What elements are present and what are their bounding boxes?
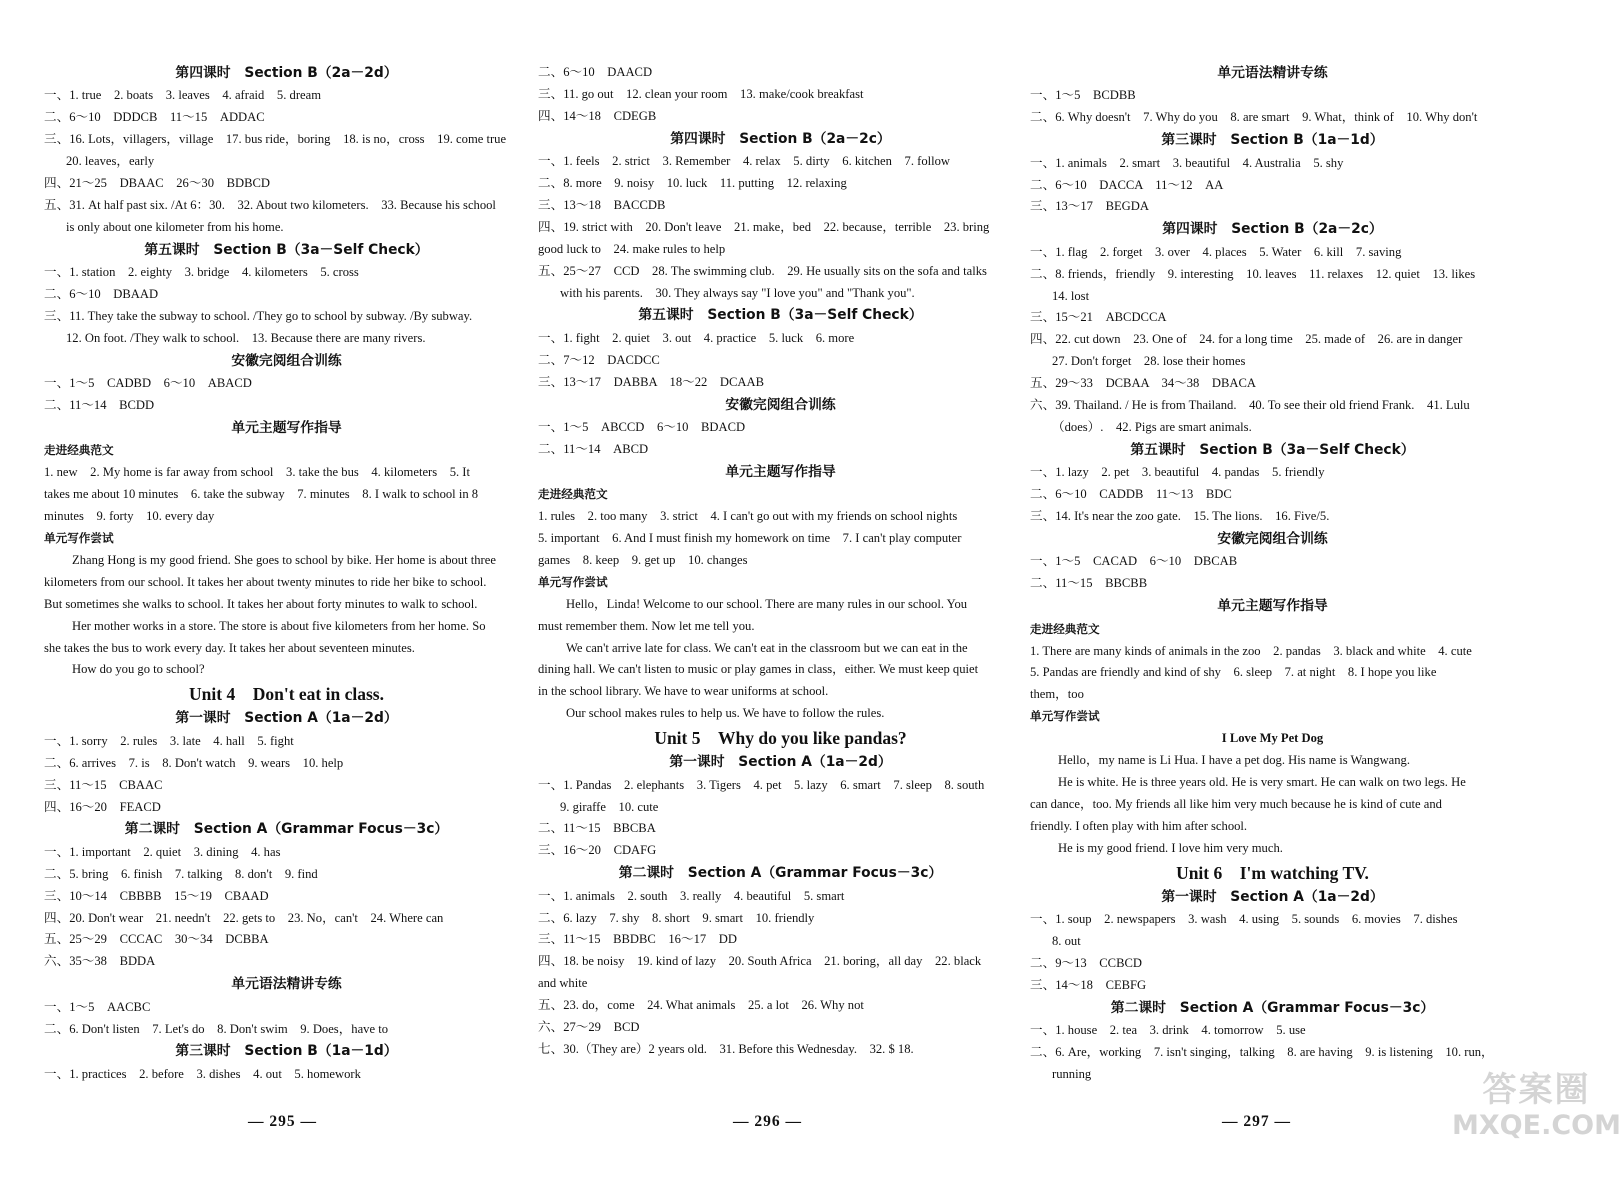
- answer-line: 一、1. Pandas 2. elephants 3. Tigers 4. pet 5. lazy 6. smart 7. sleep 8. south: [538, 777, 985, 792]
- answer-line: 四、20. Don't wear 21. needn't 22. gets to 23. No，can't 24. Where can: [44, 910, 444, 925]
- unit-heading: Unit 6 I'm watching TV.: [1176, 862, 1369, 883]
- section-heading: 单元主题写作指导: [1217, 598, 1328, 615]
- subsection-label: 单元写作尝试: [538, 574, 608, 589]
- answer-line: 一、1. feels 2. strict 3. Remember 4. relax 5. dirty 6. kitchen 7. follow: [538, 154, 951, 169]
- answer-line: takes me about 10 minutes 6. take the subway 7. minutes 8. I walk to school in 8: [44, 487, 479, 502]
- answer-line: 三、10～14 CBBBB 15～19 CBAAD: [44, 888, 269, 903]
- answer-line: 一、1. fight 2. quiet 3. out 4. practice 5. luck 6. more: [538, 330, 855, 345]
- answer-line: 5. Pandas are friendly and kind of shy 6. sleep 7. at night 8. I hope you like: [1030, 665, 1437, 680]
- answer-line: 二、6～10 DDDCB 11～15 ADDAC: [44, 110, 265, 125]
- answer-line: 一、1. house 2. tea 3. drink 4. tomorrow 5. use: [1030, 1023, 1306, 1038]
- essay-paragraph-line: How do you go to school?: [72, 662, 205, 677]
- essay-paragraph-line: We can't arrive late for class. We can't eat in the classroom but we can eat in the: [566, 640, 968, 655]
- answer-line-continued: with his parents. 30. They always say "I love you" and "Thank you".: [560, 285, 915, 300]
- section-heading: 安徽完阅组合训练: [231, 352, 342, 369]
- answer-line: 五、25～29 CCCAC 30～34 DCBBA: [44, 932, 269, 947]
- section-heading: 单元语法精讲专练: [231, 976, 342, 993]
- answer-line-continued: 12. On foot. /They walk to school. 13. Because there are many rivers.: [66, 330, 426, 345]
- answer-line: 二、9～13 CCBCD: [1030, 955, 1142, 970]
- subsection-label: 单元写作尝试: [1030, 709, 1100, 724]
- answer-line: 三、16. Lots，villagers，village 17. bus ride，boring 18. is no，cross 19. come true: [44, 132, 507, 147]
- answer-line: games 8. keep 9. get up 10. changes: [538, 552, 748, 567]
- answer-line: minutes 9. forty 10. every day: [44, 509, 215, 524]
- essay-paragraph-line: He is my good friend. I love him very much.: [1058, 840, 1283, 855]
- answer-line: 二、6. lazy 7. shy 8. short 9. smart 10. friendly: [538, 910, 815, 925]
- answer-line: 二、7～12 DACDCC: [538, 352, 660, 367]
- section-heading: 第一课时 Section A（1a－2d）: [1161, 888, 1384, 905]
- essay-paragraph-line: He is white. He is three years old. He is very smart. He can walk on two legs. He: [1058, 775, 1466, 789]
- answer-line: in the school library. We have to wear uniforms at school.: [538, 684, 829, 699]
- answer-line: 三、11. go out 12. clean your room 13. make/cook breakfast: [538, 86, 864, 101]
- answer-line: 三、11～15 CBAAC: [44, 777, 163, 792]
- answer-line: 一、1. sorry 2. rules 3. late 4. hall 5. fight: [44, 733, 294, 748]
- page-number-297: — 297 —: [1222, 1113, 1291, 1130]
- answer-line: 二、8. friends，friendly 9. interesting 10. leaves 11. relaxes 12. quiet 13. likes: [1030, 266, 1476, 281]
- answer-line-continued: 14. lost: [1052, 288, 1090, 303]
- answer-line: 六、27～29 BCD: [538, 1020, 640, 1035]
- answer-line: 二、6. Why doesn't 7. Why do you 8. are smart 9. What，think of 10. Why don't: [1030, 110, 1478, 125]
- section-heading: 第五课时 Section B（3a－Self Check）: [1130, 441, 1415, 458]
- subsection-label: 走进经典范文: [44, 443, 114, 458]
- answer-line: 一、1. important 2. quiet 3. dining 4. has: [44, 844, 281, 859]
- answer-line: 三、14. It's near the zoo gate. 15. The lions. 16. Five/5.: [1030, 509, 1330, 524]
- answer-line: But sometimes she walks to school. It takes her about forty minutes to walk to school.: [44, 596, 478, 611]
- answer-line: 一、1～5 CADBD 6～10 ABACD: [44, 376, 252, 391]
- section-heading: 单元主题写作指导: [725, 463, 836, 480]
- answer-line: 二、6～10 DAACD: [538, 65, 653, 79]
- section-heading: 安徽完阅组合训练: [725, 396, 836, 413]
- answer-line: 五、31. At half past six. /At 6：30. 32. About two kilometers. 33. Because his school: [44, 197, 496, 212]
- answer-line: 一、1～5 AACBC: [44, 999, 151, 1014]
- answer-line: 六、39. Thailand. / He is from Thailand. 40. To see their old friend Frank. 41. Lulu: [1030, 398, 1470, 413]
- answer-line: 一、1. practices 2. before 3. dishes 4. out 5. homework: [44, 1066, 361, 1081]
- answer-line: 二、8. more 9. noisy 10. luck 11. putting 12. relaxing: [538, 176, 847, 191]
- answer-line: can dance，too. My friends all like him very much because he is kind of cute and: [1030, 796, 1442, 811]
- essay-paragraph-line: Hello，my name is Li Hua. I have a pet dog. His name is Wangwang.: [1058, 753, 1410, 768]
- answer-line: 五、29～33 DCBAA 34～38 DBACA: [1030, 376, 1257, 391]
- answer-line: 四、16～20 FEACD: [44, 799, 161, 814]
- answer-line: 二、11～14 BCDD: [44, 398, 155, 413]
- answer-line-continued: 8. out: [1052, 933, 1081, 948]
- answer-line: 四、22. cut down 23. One of 24. for a long time 25. made of 26. are in danger: [1030, 332, 1463, 347]
- section-heading: 第四课时 Section B（2a－2c）: [670, 130, 891, 147]
- answer-line: 二、5. bring 6. finish 7. talking 8. don't 9. find: [44, 866, 318, 881]
- section-heading: 第二课时 Section A（Grammar Focus－3c）: [618, 865, 943, 882]
- answer-line: 三、13～17 DABBA 18～22 DCAAB: [538, 374, 765, 389]
- section-heading: 单元语法精讲专练: [1217, 65, 1328, 81]
- section-heading: 第一课时 Section A（1a－2d）: [175, 710, 398, 727]
- answer-line: 二、6. arrives 7. is 8. Don't watch 9. wears 10. help: [44, 755, 344, 770]
- answer-line: 二、11～14 ABCD: [538, 441, 649, 456]
- answer-line: 一、1～5 ABCCD 6～10 BDACD: [538, 420, 746, 434]
- answer-line-continued: 9. giraffe 10. cute: [560, 799, 659, 814]
- subsection-label: 走进经典范文: [1030, 621, 1100, 636]
- answer-line-continued: 27. Don't forget 28. lose their homes: [1052, 354, 1246, 369]
- answer-line: 二、11～15 BBCBA: [538, 821, 656, 836]
- essay-paragraph-line: Zhang Hong is my good friend. She goes to school by bike. Her home is about three: [72, 552, 496, 567]
- answer-column-1: [44, 62, 529, 1086]
- answer-line: kilometers from our school. It takes her about twenty minutes to ride her bike to school.: [44, 574, 487, 589]
- answer-line: 三、11～15 BBDBC 16～17 DD: [538, 932, 737, 947]
- section-heading: 第二课时 Section A（Grammar Focus－3c）: [124, 821, 449, 838]
- answer-line: 一、1. animals 2. south 3. really 4. beautiful 5. smart: [538, 888, 845, 903]
- essay-paragraph-line: Her mother works in a store. The store is about five kilometers from her home. So: [72, 618, 486, 633]
- section-heading: 第四课时 Section B（2a－2d）: [175, 65, 398, 81]
- watermark-url: MXQE.COM: [1452, 1110, 1621, 1141]
- answer-line: must remember them. Now let me tell you.: [538, 618, 755, 633]
- answer-line: 一、1. lazy 2. pet 3. beautiful 4. pandas 5. friendly: [1030, 465, 1325, 480]
- unit-heading: Unit 4 Don't eat in class.: [189, 684, 384, 705]
- answer-line: 1. rules 2. too many 3. strict 4. I can't go out with my friends on school nights: [538, 509, 958, 524]
- answer-line: 一、1～5 BCDBB: [1030, 88, 1136, 103]
- answer-line: them，too: [1030, 687, 1084, 702]
- answer-line: 二、6～10 DBAAD: [44, 287, 159, 302]
- section-heading: 第三课时 Section B（1a－1d）: [1161, 132, 1384, 149]
- answer-line: 1. new 2. My home is far away from school 3. take the bus 4. kilometers 5. It: [44, 465, 471, 480]
- answer-line: 四、18. be noisy 19. kind of lazy 20. South Africa 21. boring，all day 22. black: [538, 954, 982, 969]
- answer-line: 三、13～17 BEGDA: [1030, 199, 1149, 214]
- section-heading: 第五课时 Section B（3a－Self Check）: [144, 241, 429, 258]
- answer-line: 二、6. Are，working 7. isn't singing，talking 8. are having 9. is listening 10. run，: [1030, 1044, 1494, 1059]
- section-heading: 第五课时 Section B（3a－Self Check）: [638, 307, 923, 324]
- page-number-295: — 295 —: [248, 1113, 317, 1130]
- section-heading: 第三课时 Section B（1a－1d）: [175, 1043, 398, 1060]
- essay-paragraph-line: Our school makes rules to help us. We have to follow the rules.: [566, 706, 885, 721]
- answer-line: 一、1. animals 2. smart 3. beautiful 4. Australia 5. shy: [1030, 155, 1344, 170]
- section-heading: 第一课时 Section A（1a－2d）: [669, 754, 892, 771]
- answer-line: dining hall. We can't listen to music or play games in class，either. We must keep quiet: [538, 662, 979, 677]
- answer-line-continued: is only about one kilometer from his home.: [66, 219, 284, 234]
- unit-heading: Unit 5 Why do you like pandas?: [654, 728, 907, 749]
- answer-line: 四、14～18 CDEGB: [538, 108, 657, 123]
- page-number-296: — 296 —: [733, 1113, 802, 1130]
- answer-line: 五、25～27 CCD 28. The swimming club. 29. He usually sits on the sofa and talks: [538, 263, 987, 278]
- answer-line: 二、6. Don't listen 7. Let's do 8. Don't swim 9. Does，have to: [44, 1021, 389, 1036]
- answer-line: 5. important 6. And I must finish my homework on time 7. I can't play computer: [538, 531, 962, 546]
- answer-line: 二、11～15 BBCBB: [1030, 576, 1148, 591]
- answer-line: friendly. I often play with him after school.: [1030, 818, 1248, 833]
- answer-line: 一、1. flag 2. forget 3. over 4. places 5. Water 6. kill 7. saving: [1030, 244, 1402, 259]
- answer-line: 七、30.（They are）2 years old. 31. Before this Wednesday. 32. $ 18.: [538, 1041, 914, 1056]
- subsection-label: 走进经典范文: [538, 487, 608, 502]
- answer-line: 四、21～25 DBAAC 26～30 BDBCD: [44, 176, 271, 191]
- answer-line: she takes the bus to work every day. It takes her about seventeen minutes.: [44, 640, 415, 655]
- answer-line: 四、19. strict with 20. Don't leave 21. make，bed 22. because，terrible 23. bring: [538, 219, 990, 234]
- answer-line: 三、14～18 CEBFG: [1030, 977, 1147, 992]
- section-heading: 单元主题写作指导: [231, 420, 342, 436]
- essay-title: I Love My Pet Dog: [1221, 731, 1324, 746]
- essay-paragraph-line: Hello，Linda! Welcome to our school. There are many rules in our school. You: [566, 596, 968, 611]
- watermark-logo: [1452, 1072, 1621, 1144]
- answer-line: 一、1～5 CACAD 6～10 DBCAB: [1030, 554, 1238, 569]
- answer-column-2: [538, 62, 1023, 1061]
- watermark-logo-text: 答案圈: [1482, 1070, 1591, 1110]
- answer-line-continued: （does）. 42. Pigs are smart animals.: [1052, 420, 1252, 434]
- subsection-label: 单元写作尝试: [44, 531, 114, 546]
- answer-line: 一、1. soup 2. newspapers 3. wash 4. using 5. sounds 6. movies 7. dishes: [1030, 912, 1458, 927]
- answer-line: good luck to 24. make rules to help: [538, 241, 726, 256]
- answer-line: 二、6～10 DACCA 11～12 AA: [1030, 177, 1224, 192]
- answer-line: 六、35～38 BDDA: [44, 954, 156, 969]
- answer-line-continued: 20. leaves，early: [66, 154, 155, 169]
- answer-line: 三、15～21 ABCDCCA: [1030, 310, 1167, 325]
- answer-line: 二、6～10 CADDB 11～13 BDC: [1030, 487, 1232, 502]
- answer-line: 三、13～18 BACCDB: [538, 197, 666, 212]
- answer-line: 三、11. They take the subway to school. /They go to school by subway. /By subway.: [44, 308, 473, 323]
- section-heading: 第四课时 Section B（2a－2c）: [1162, 221, 1383, 238]
- answer-line: 一、1. true 2. boats 3. leaves 4. afraid 5. dream: [44, 88, 321, 103]
- answer-line-continued: running: [1052, 1066, 1092, 1081]
- section-heading: 第二课时 Section A（Grammar Focus－3c）: [1110, 999, 1435, 1016]
- answer-line: 三、16～20 CDAFG: [538, 843, 657, 858]
- answer-line: 五、23. do，come 24. What animals 25. a lot 26. Why not: [538, 998, 864, 1013]
- answer-column-3: [1030, 62, 1515, 1086]
- answer-line: 1. There are many kinds of animals in the zoo 2. pandas 3. black and white 4. cute: [1030, 643, 1472, 658]
- answer-line: 一、1. station 2. eighty 3. bridge 4. kilometers 5. cross: [44, 265, 359, 280]
- section-heading: 安徽完阅组合训练: [1217, 531, 1328, 548]
- answer-line: and white: [538, 976, 588, 991]
